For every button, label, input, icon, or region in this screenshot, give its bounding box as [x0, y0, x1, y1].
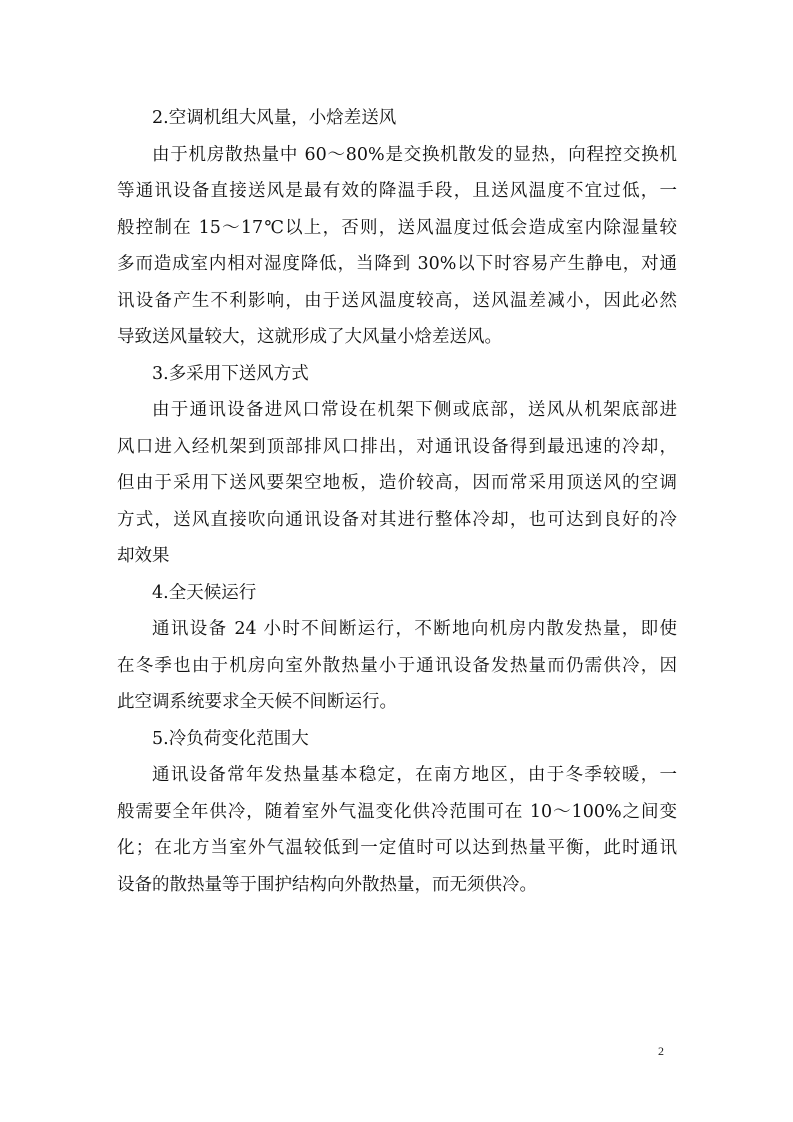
paragraph-line: 由于通讯设备进风口常设在机架下侧或底部，送风从机架底部进 — [152, 400, 677, 420]
section-heading-5: 5.冷负荷变化范围大 — [152, 728, 309, 749]
paragraph-line: 方式，送风直接吹向通讯设备对其进行整体冷却，也可达到良好的冷 — [117, 509, 677, 530]
paragraph-line: 讯设备产生不利影响，由于送风温度较高，送风温差减小，因此必然 — [117, 290, 677, 311]
paragraph-line: 却效果 — [117, 546, 170, 566]
page-body — [117, 100, 677, 903]
section-heading-3: 3.多采用下送风方式 — [152, 363, 309, 384]
paragraph-line: 由于机房散热量中 60～80%是交换机散发的显热，向程控交换机 — [152, 144, 677, 165]
paragraph-line: 般需要全年供冷，随着室外气温变化供冷范围可在 10～100%之间变 — [117, 801, 677, 822]
page-number: 2 — [658, 1044, 664, 1058]
paragraph-line: 此空调系统要求全天候不间断运行。 — [117, 692, 397, 712]
paragraph-line: 通讯设备常年发热量基本稳定，在南方地区，由于冬季较暖，一 — [152, 765, 677, 785]
paragraph-line: 导致送风量较大，这就形成了大风量小焓差送风。 — [117, 327, 502, 347]
paragraph-line: 风口进入经机架到顶部排风口排出，对通讯设备得到最迅速的冷却， — [117, 436, 677, 457]
section-heading-2: 2.空调机组大风量，小焓差送风 — [152, 108, 397, 128]
paragraph-line: 化；在北方当室外气温较低到一定值时可以达到热量平衡，此时通讯 — [117, 838, 677, 858]
paragraph-line: 般控制在 15～17℃以上，否则，送风温度过低会造成室内除湿量较 — [117, 217, 677, 238]
paragraph-line: 设备的散热量等于围护结构向外散热量，而无须供冷。 — [117, 874, 537, 895]
paragraph-line: 但由于采用下送风要架空地板，造价较高，因而常采用顶送风的空调 — [117, 473, 677, 493]
paragraph-line: 通讯设备 24 小时不间断运行，不断地向机房内散发热量，即使 — [152, 619, 677, 639]
paragraph-line: 等通讯设备直接送风是最有效的降温手段，且送风温度不宜过低，一 — [117, 181, 677, 201]
section-heading-4: 4.全天候运行 — [152, 582, 257, 603]
paragraph-line: 多而造成室内相对湿度降低，当降到 30%以下时容易产生静电，对通 — [117, 254, 677, 274]
paragraph-line: 在冬季也由于机房向室外散热量小于通讯设备发热量而仍需供冷，因 — [117, 655, 677, 676]
